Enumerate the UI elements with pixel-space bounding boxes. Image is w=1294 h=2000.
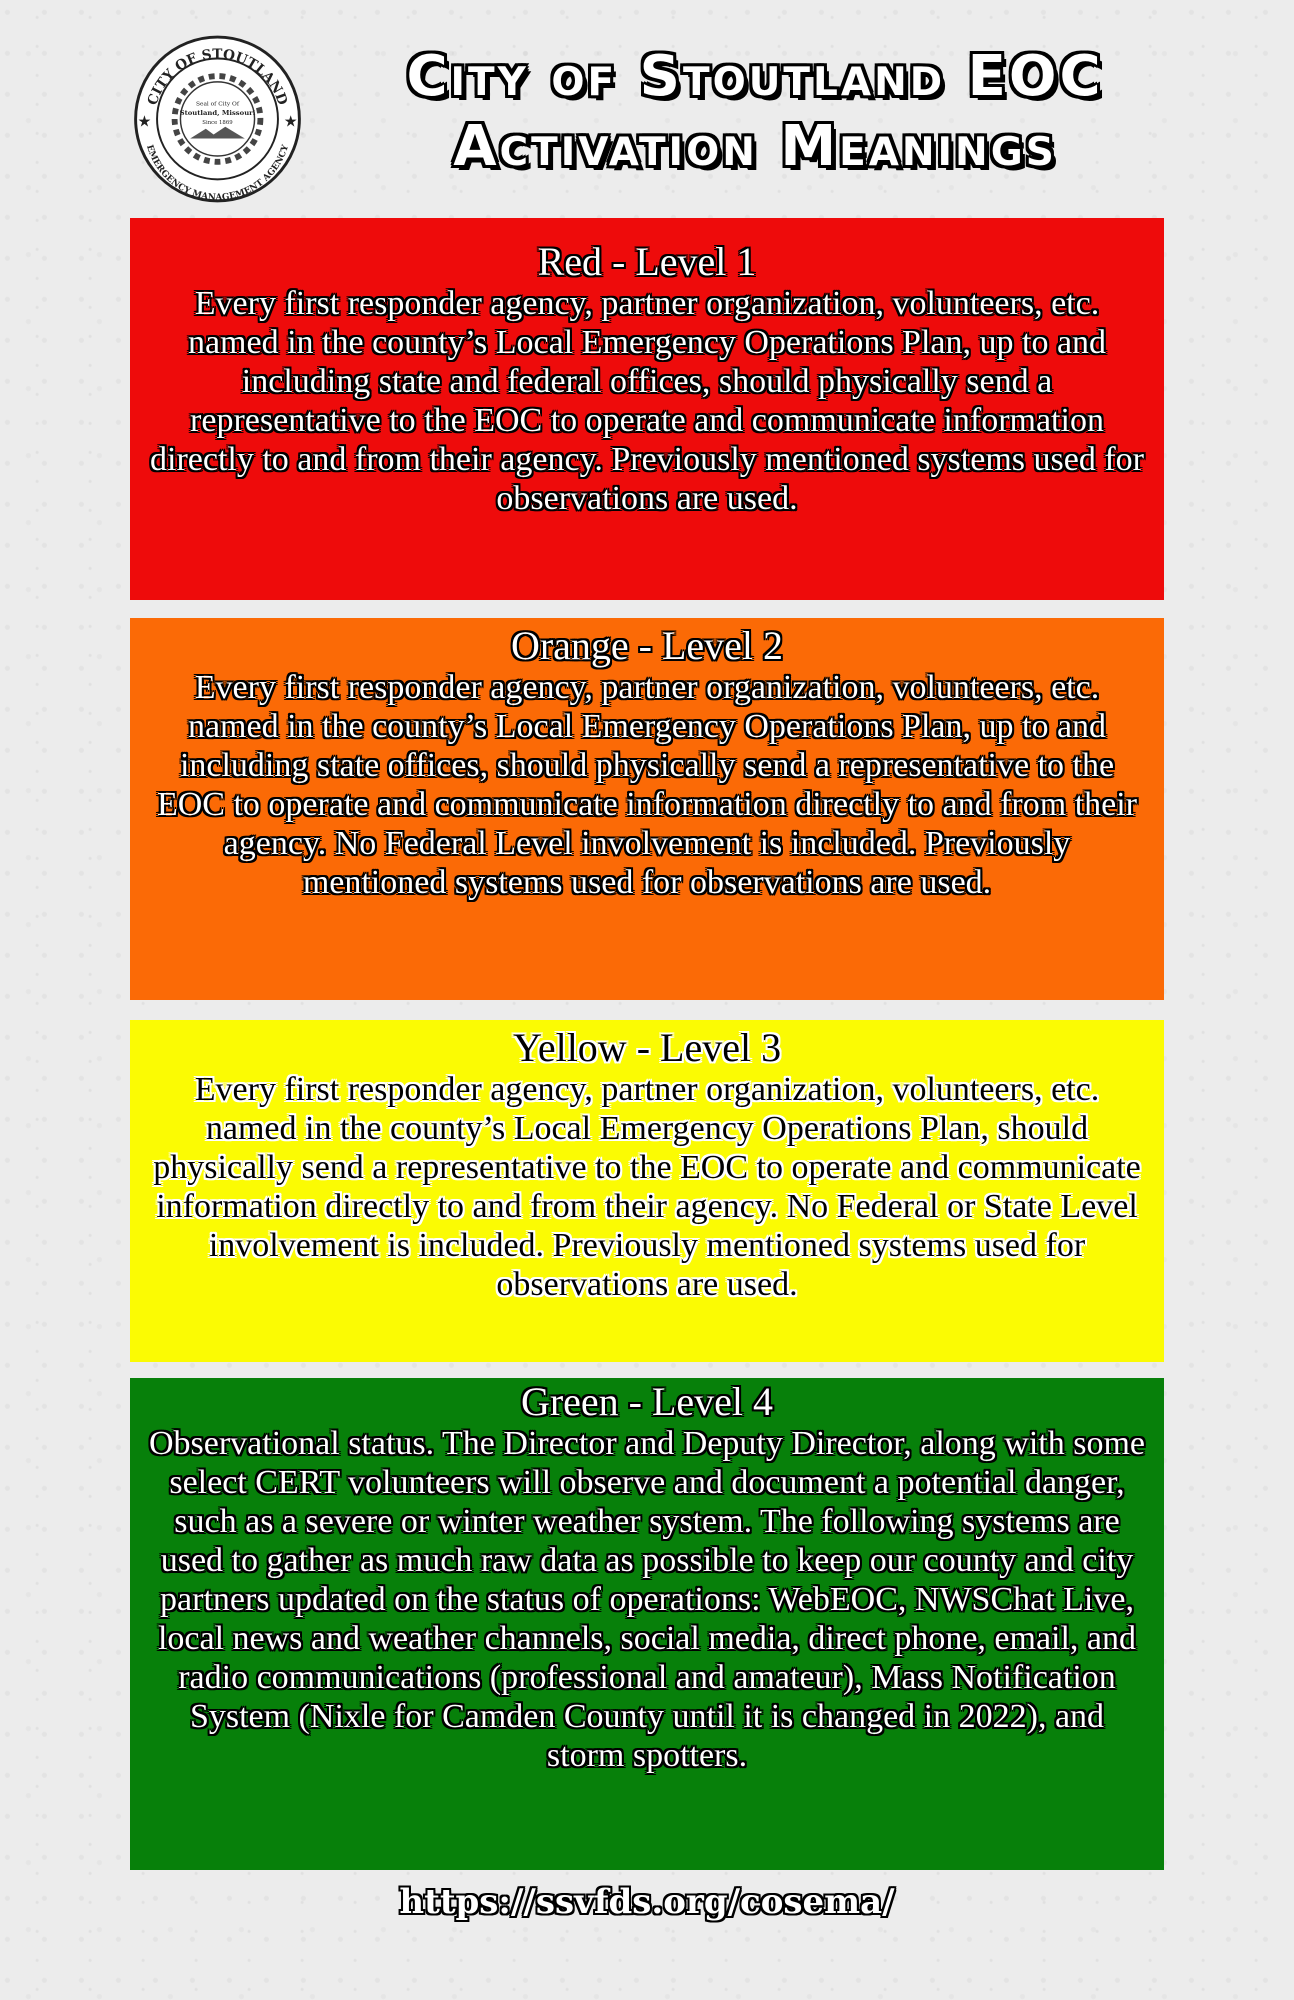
title-line-1: City of Stoutland EOC [406, 44, 1104, 109]
svg-text:★: ★ [137, 113, 152, 131]
seal-top-text: CITY OF STOUTLAND [144, 46, 291, 108]
seal-bottom-text: EMERGENCY MANAGEMENT AGENCY [143, 143, 292, 203]
seal-line2: Stoutland, Missouri [179, 109, 256, 118]
svg-text:★: ★ [283, 113, 298, 131]
seal-line3: Since 1869 [202, 119, 233, 126]
level-4-panel [130, 1378, 1164, 1870]
level-3-body: Every first responder agency, partner organization, volunteers, etc. named in the county’s Local Emergency Operations Plan, should physically send a representative to the EOC to operate and communicate information directly to and from their agency. No Federal or State Level involvement is included. Previously mentioned systems used for observations are used. [153, 1071, 1141, 1303]
footer-url-link[interactable]: https://ssvfds.org/cosema/ [399, 1882, 895, 1922]
level-2-heading: Orange - Level 2 [510, 623, 784, 668]
level-2-body: Every first responder agency, partner organization, volunteers, etc. named in the county’s Local Emergency Operations Plan, up to and including state offices, should physically send a representative to the EOC to operate and communicate information directly to and from their agency. No Federal Level involvement is included. Previously mentioned systems used for observations are used. [156, 669, 1138, 901]
level-3-heading: Yellow - Level 3 [512, 1025, 782, 1070]
title-line-2: Activation Meanings [453, 114, 1057, 179]
header [120, 28, 1180, 208]
level-1-panel [130, 218, 1164, 600]
seal-line1: Seal of City Of [195, 101, 240, 108]
city-seal-logo [120, 28, 315, 206]
level-3-panel [130, 1020, 1164, 1362]
level-4-body: Observational status. The Director and Deputy Director, along with some select CERT volunteers will observe and document a potential danger, such as a severe or winter weather system. The following systems are used to gather as much raw data as possible to keep our county and city partners updated on the status of operations: WebEOC, NWSChat Live, local news and weather channels, social media, direct phone, email, and radio communications (professional and amateur), Mass Notification System (Nixle for Camden County until it is changed in 2022), and storm spotters. [148, 1425, 1146, 1774]
level-2-panel [130, 618, 1164, 1000]
level-1-body: Every first responder agency, partner organization, volunteers, etc. named in the county’s Local Emergency Operations Plan, up to and including state and federal offices, should physically send a representative to the EOC to operate and communicate information directly to and from their agency. Previously mentioned systems used for observations are used. [150, 285, 1144, 517]
level-4-heading: Green - Level 4 [520, 1379, 774, 1424]
page-title [330, 42, 1180, 182]
level-1-heading: Red - Level 1 [537, 239, 757, 284]
